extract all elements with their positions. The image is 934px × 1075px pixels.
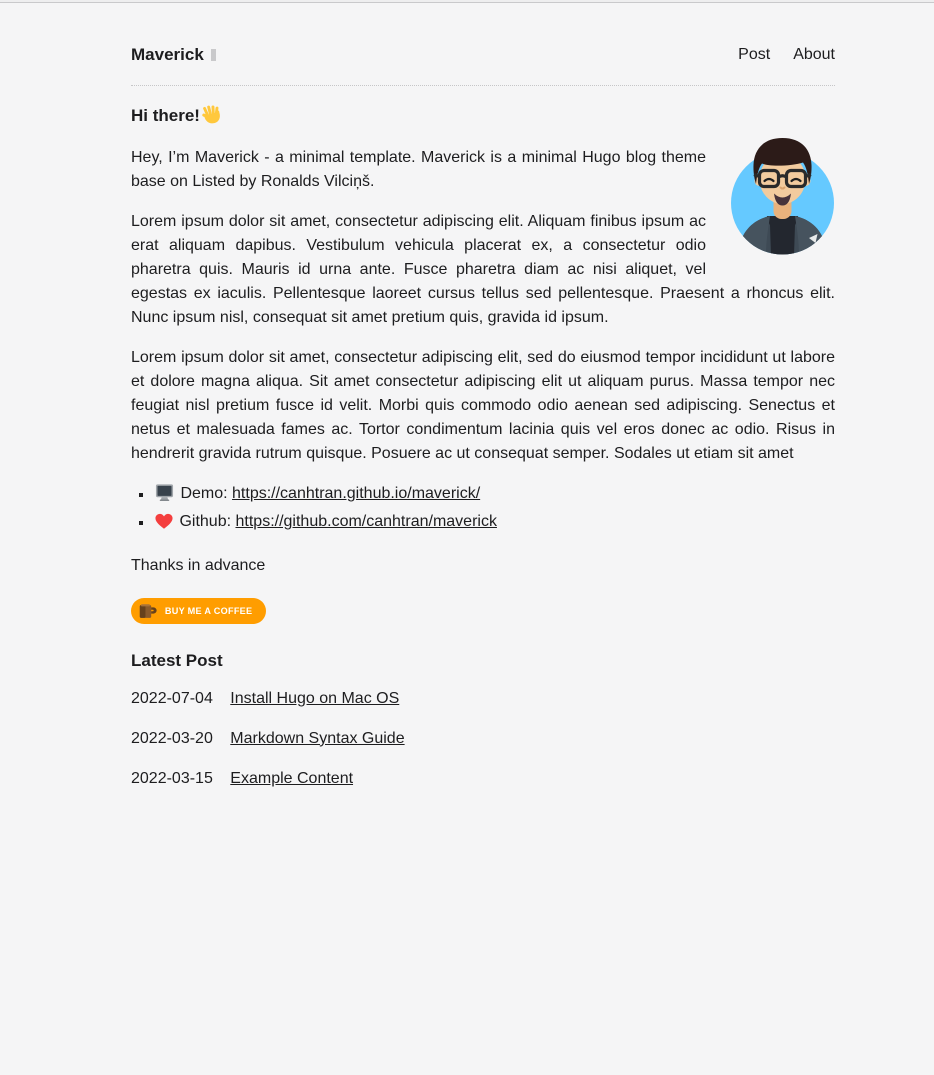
post-date: 2022-03-20 — [131, 729, 213, 747]
post-row — [131, 767, 835, 791]
list-item-demo — [153, 482, 835, 510]
waving-hand-icon — [202, 105, 222, 130]
coffee-mug-icon — [138, 603, 158, 620]
lorem-paragraph-2: Lorem ipsum dolor sit amet, consectetur adipiscing elit, sed do eiusmod tempor incididunt ut labore et dolore magna aliqua. Sit amet consectetur adipiscing elit ut aliquam purus. Massa tempor nec feugiat nisl pretium fusce id velit. Morbi quis commodo odio aenean sed adipiscing. Senectus et netus et malesuada fames ac. Tortor condimentum lacinia quis vel eros donec ac odio. Risus in hendrerit gravida rutrum quisque. Posuere ac ut consequat semper. Sodales ut etiam sit amet — [131, 349, 835, 462]
list-item-github — [153, 510, 835, 538]
post-row — [131, 687, 835, 711]
latest-post-heading: Latest Post — [131, 650, 223, 670]
buy-me-a-coffee-button[interactable] — [131, 598, 266, 624]
nav-item-post[interactable]: Post — [738, 46, 771, 63]
page-container — [131, 3, 835, 791]
site-nav — [738, 46, 835, 64]
github-link[interactable]: https://github.com/canhtran/maverick — [235, 513, 497, 530]
site-header — [131, 45, 835, 86]
thanks-text: Thanks in advance — [131, 557, 266, 574]
intro-paragraph — [131, 146, 835, 194]
blinking-cursor — [211, 49, 216, 61]
post-link[interactable]: Install Hugo on Mac OS — [230, 689, 400, 707]
link-label: Github: — [179, 513, 232, 530]
demo-link[interactable]: https://canhtran.github.io/maverick/ — [232, 485, 481, 502]
resource-link-list — [131, 482, 835, 538]
post-date: 2022-07-04 — [131, 689, 213, 707]
red-heart-icon — [155, 513, 173, 538]
coffee-button-row — [131, 598, 835, 625]
coffee-button-label: BUY ME A COFFEE — [164, 605, 253, 617]
greeting-heading — [131, 105, 835, 130]
site-title-link[interactable] — [131, 45, 216, 65]
site-title: Maverick — [131, 45, 204, 64]
lorem-paragraph-1: Lorem ipsum dolor sit amet, consectetur adipiscing elit. Aliquam finibus ipsum ac erat aliquam dapibus. Vestibulum vehicula placerat ex, a consectetur odio pharetra quis. Mauris id urna ante. Fusce pharetra diam ac nisi aliquet, vel egestas ex iaculis. Pellentesque laoreet cursus tellus sed pellentesque. Praesent a rhoncus elit. Nunc ipsum nisl, consequat sit amet pretium quis, gravida id ipsum. — [131, 213, 835, 326]
greeting-text: Hi there! — [131, 106, 200, 125]
author-avatar — [730, 137, 835, 255]
nav-item-about[interactable]: About — [793, 46, 835, 63]
post-link[interactable]: Example Content — [230, 769, 354, 787]
link-label: Demo: — [180, 485, 228, 502]
intro-text: Hey, I’m Maverick - a minimal template. Maverick is a minimal Hugo blog theme base on Listed by Ronalds Vilciņš. — [131, 149, 706, 190]
post-date: 2022-03-15 — [131, 769, 213, 787]
desktop-computer-icon — [155, 483, 174, 510]
post-row — [131, 727, 835, 751]
about-content — [131, 105, 835, 791]
post-link[interactable]: Markdown Syntax Guide — [230, 729, 405, 747]
